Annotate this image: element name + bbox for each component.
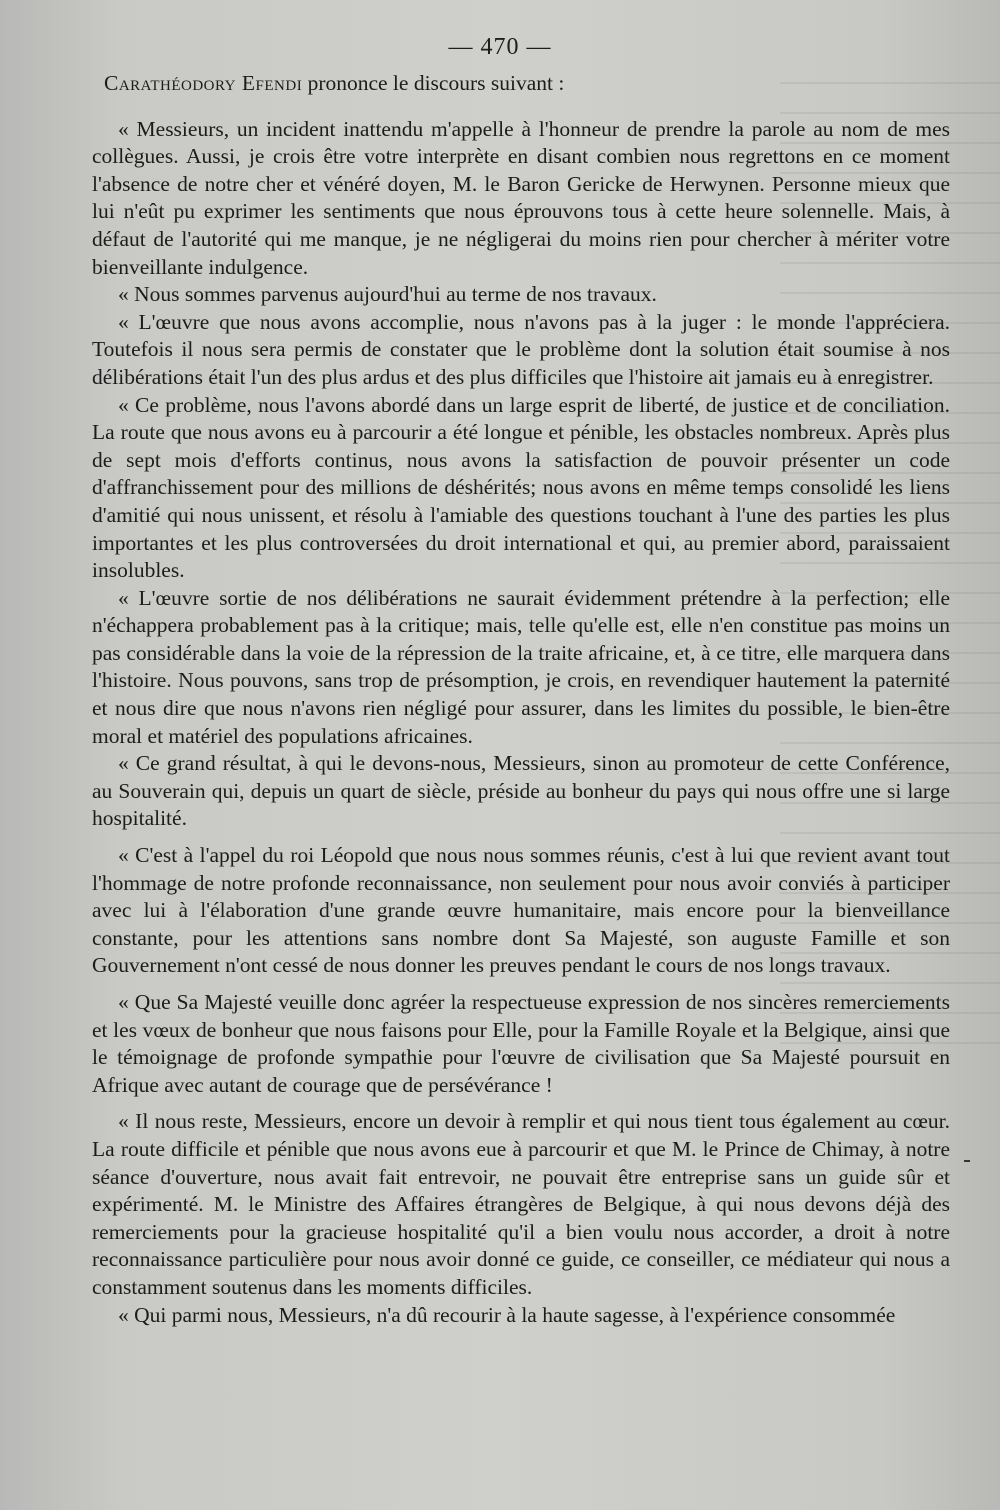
speaker-name: Carathéodory Efendi — [104, 71, 303, 95]
paragraph: « Que Sa Majesté veuille donc agréer la respectueuse expression de nos sincères remerciements et les vœux de bonheur que nous faisons pour Elle, pour la Famille Royale et la Belgique, ainsi que le témoignage de profonde sympathie pour l'œuvre de civilisation que Sa Majesté poursuit en Afrique avec autant de courage que de persévérance ! — [92, 990, 950, 1097]
speech-body — [92, 70, 950, 1329]
paragraph: « Il nous reste, Messieurs, encore un devoir à remplir et qui nous tient tous également au cœur. La route difficile et pénible que nous avons eue à parcourir et que M. le Prince de Chimay, à notre séance d'ouverture, nous avait fait entrevoir, ne pouvait être entreprise sans un guide sûr et expérimenté. M. le Ministre des Affaires étrangères de Belgique, à qui nous devons déjà des remerciements pour la gracieuse hospitalité qu'il a bien voulu nous accorder, a droit à notre reconnaissance particulière pour nous avoir donné ce guide, ce conseiller, ce médiateur qui nous a constamment soutenus dans les moments difficiles. — [92, 1109, 950, 1299]
speech-intro-text: prononce le discours suivant : — [307, 71, 565, 95]
paragraph: « Qui parmi nous, Messieurs, n'a dû recourir à la haute sagesse, à l'expérience consommée — [118, 1302, 896, 1327]
paragraph: « Ce problème, nous l'avons abordé dans un large esprit de liberté, de justice et de conciliation. La route que nous avons eu à parcourir a été longue et pénible, les obstacles nombreux. Après plus de sept mois d'efforts continus, nous avons la satisfaction de pouvoir présenter un code d'affranchissement pour des millions de déshérités; nous avons en même temps consolidé les liens d'amitié qui nous unissent, et résolu à l'amiable des questions touchant à l'une des parties les plus importantes et les plus controversées du droit international et qui, au premier abord, paraissaient insolubles. — [92, 392, 950, 583]
paragraph: « Nous sommes parvenus aujourd'hui au terme de nos travaux. — [118, 282, 657, 307]
paragraph: « Ce grand résultat, à qui le devons-nous, Messieurs, sinon au promoteur de cette Conférence, au Souverain qui, depuis un quart de siècle, préside au bonheur du pays qui nous offre une si large hospitalité. — [92, 751, 950, 831]
speech-intro — [92, 70, 950, 98]
paragraph: « C'est à l'appel du roi Léopold que nous nous sommes réunis, c'est à lui que revient avant tout l'hommage de notre profonde reconnaissance, non seulement pour nous avoir conviés à participer avec lui à l'élaboration d'une grande œuvre humanitaire, mais encore pour la bienveillance constante, pour les attentions sans nombre dont Sa Majesté, son auguste Famille et son Gouvernement n'ont cessé de nous donner les preuves pendant le cours de nos longs travaux. — [92, 843, 950, 978]
page-number: — 470 — — [448, 34, 552, 60]
paragraph: « L'œuvre sortie de nos délibérations ne saurait évidemment prétendre à la perfection; elle n'échappera probablement pas à la critique; mais, telle qu'elle est, elle n'en constitue pas moins un pas considérable dans la voie de la répression de la traite africaine, et, à ce titre, elle marquera dans l'histoire. Nous pouvons, sans trop de présomption, je crois, en revendiquer hautement la paternité et nous dire que nous n'avons rien négligé pour assurer, dans les limites du possible, le bien-être moral et matériel des populations africaines. — [92, 585, 950, 748]
paragraph: « L'œuvre que nous avons accomplie, nous n'avons pas à la juger : le monde l'appréciera. Toutefois il nous sera permis de constater que le problème dont la solution était soumise à nos délibérations était l'un des plus ardus et des plus difficiles que l'histoire ait jamais eu à enregistrer. — [92, 309, 950, 389]
paragraph: « Messieurs, un incident inattendu m'appelle à l'honneur de prendre la parole au nom de mes collègues. Aussi, je crois être votre interprète en disant combien nous regrettons en ce moment l'absence de notre cher et vénéré doyen, M. le Baron Gericke de Herwynen. Personne mieux que lui n'eût pu exprimer les sentiments que nous éprouvons tous à cette heure solennelle. Mais, à défaut de l'autorité qui me manque, je ne négligerai du moins rien pour chercher à mériter votre bienveillante indulgence. — [92, 116, 950, 279]
margin-mark — [964, 1160, 970, 1162]
